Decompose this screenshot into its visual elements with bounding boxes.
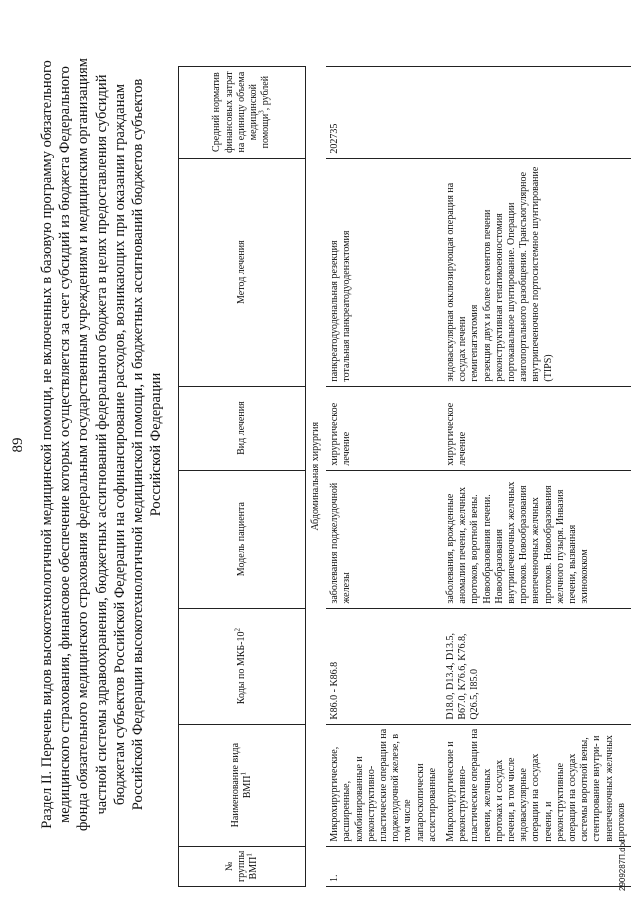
row-treatment-method: панкреатодуоденальная резекция тотальная панкреатодуоденэктомия bbox=[326, 158, 442, 386]
section-heading: Раздел II. Перечень видов высокотехнологичной медицинской помощи, не включенных в базовую программу обязательного медицинского страхования, финансовое обеспечение которых осуществляется за счет субсидий из бюджета Федерального фонда обязательного медицинского страхования федеральным государственным учреждениям и медицинским организациям частной системы здравоохранения, бюджетных ассигнований федерального бюджета в целях предоставления субсидий бюджетам субъектов Российской Федерации на софинансирование расходов, возникающих при оказании гражданам Российской Федерации высокотехнологичной медицинской помощи, и бюджетных ассигнований бюджетов субъектов Российской Федерации bbox=[39, 58, 165, 831]
header-treatment-method: Метод лечения bbox=[179, 158, 306, 386]
header-icd-codes: Коды по МКБ-$10^2$ bbox=[179, 608, 306, 724]
row-vmp-name: Микрохирургические, расширенные, комбинированные и реконструктивно-пластические операции на поджелудочной железе, в том числе лапароскопически ассистированные bbox=[326, 724, 442, 846]
footer-file-code: 2909287П.doc bbox=[618, 838, 627, 891]
row-group-number: 1. bbox=[326, 846, 442, 886]
section-row bbox=[306, 66, 327, 886]
row-icd-codes: D18.0, D13.4, D13.5, B67.0, K76.6, K76.8, Q26.5, I85.0 bbox=[442, 608, 631, 724]
row-average-cost bbox=[442, 66, 631, 158]
header-treatment-type: Вид лечения bbox=[179, 386, 306, 470]
row-average-cost: 202735 bbox=[326, 66, 442, 158]
row-treatment-method: эндоваскулярная окклюзирующая операция на сосудах печени гемигепатэктомия резекция двух и более сегментов печени реконструктивная гепатикоеюностомия портокавальное шунтирование. Операции азигопортального разобщения. Трансъюгулярное внутрипеченочное портосистемное шунтирование (TIPS) bbox=[442, 158, 631, 386]
row-treatment-type: хирургическое лечение bbox=[442, 386, 631, 470]
row-vmp-name: Микрохирургические и реконструктивно-пластические операции на печени, желчных протоках и сосудах печени, в том числе эндоваскулярные операции на сосудах печени, и реконструктивные операции на сосудах системы воротной вены, стентирование внутри- и внепеченочных желчных протоков bbox=[442, 724, 631, 846]
table-header-row bbox=[179, 66, 306, 886]
table-row bbox=[326, 66, 442, 886]
header-patient-model: Модель пациента bbox=[179, 470, 306, 608]
section-title: Абдоминальная хирургия bbox=[310, 421, 321, 531]
vmp-table bbox=[178, 66, 631, 887]
row-patient-model: заболевания поджелудочной железы bbox=[326, 470, 442, 608]
header-vmp-name: Наименование вида ВМП$^1$ bbox=[179, 724, 306, 846]
row-patient-model: заболевания, врожденные аномалии печени, желчных протоков, воротной вены. Новообразования печени. Новообразования внутрипеченочных желчных протоков. Новообразования внепеченочных желчных протоков. Новообразования желчного пузыря. Инвазия печени, вызванная эхинококком bbox=[442, 470, 631, 608]
row-group-number bbox=[442, 846, 631, 886]
header-group-number: № группы ВМП$^1$ bbox=[179, 846, 306, 886]
row-icd-codes: K86.0 - K86.8 bbox=[326, 608, 442, 724]
table-row bbox=[442, 66, 631, 886]
row-treatment-type: хирургическое лечение bbox=[326, 386, 442, 470]
page-number: 89 bbox=[10, 437, 26, 453]
header-average-cost: Средний норматив финансовых затрат на единицу объема медицинской помощи$^3$, рублей bbox=[179, 66, 306, 158]
